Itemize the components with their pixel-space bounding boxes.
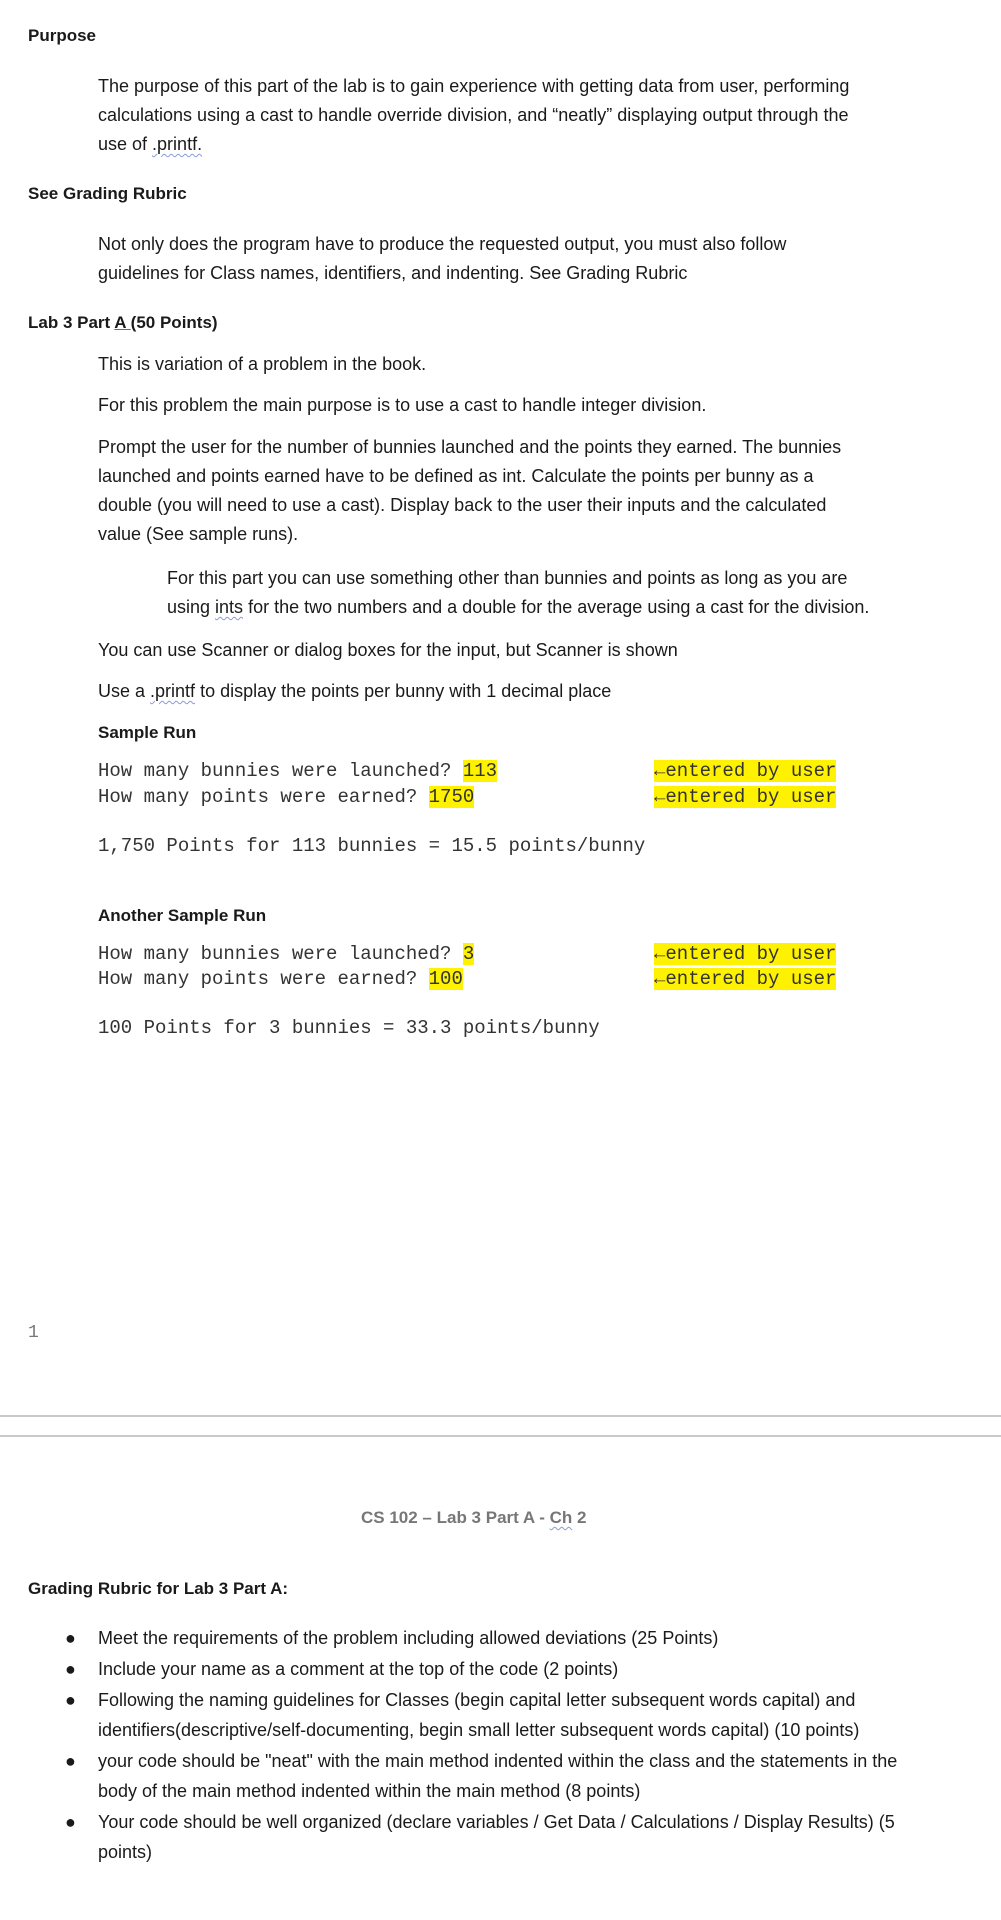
scanner-line: You can use Scanner or dialog boxes for the input, but Scanner is shown <box>98 640 678 660</box>
rubric-item-text: Meet the requirements of the problem including allowed deviations (25 Points) <box>98 1628 719 1648</box>
sample-run-q1 <box>98 760 497 782</box>
header-title-suffix: 2 <box>572 1508 587 1527</box>
question-text: How many points were earned? <box>98 968 429 990</box>
note-line: For this part you can use something other than bunnies and points as long as you are <box>167 568 848 588</box>
printf-word: .printf. <box>152 134 203 154</box>
question-text: How many bunnies were launched? <box>98 943 463 965</box>
prompt-line: Prompt the user for the number of bunnies launched and the points they earned. The bunnies <box>98 437 842 457</box>
another-run-result: 100 Points for 3 bunnies = 33.3 points/bunny <box>98 1017 600 1039</box>
purpose-heading: Purpose <box>28 26 97 45</box>
see-rubric-line: Not only does the program have to produce the requested output, you must also follow <box>98 234 787 254</box>
page-break-divider <box>0 1435 1001 1437</box>
lab-heading-prefix: Lab 3 Part <box>28 313 115 332</box>
intro-line-1: This is variation of a problem in the book. <box>98 354 427 374</box>
user-input: 113 <box>462 760 498 782</box>
note-paragraph <box>167 564 987 622</box>
user-input: 1750 <box>428 786 475 808</box>
ints-word: ints <box>215 597 244 617</box>
another-run-q1 <box>98 943 474 965</box>
page-break-divider <box>0 1415 1001 1417</box>
prompt-line: value (See sample runs). <box>98 524 299 544</box>
page-header-title <box>361 1508 587 1528</box>
purpose-line: The purpose of this part of the lab is to gain experience with getting data from user, performing <box>98 76 850 96</box>
rubric-item <box>60 1685 940 1745</box>
rubric-item <box>60 1623 940 1653</box>
sample-run-q2 <box>98 786 474 808</box>
see-rubric-heading: See Grading Rubric <box>28 184 187 203</box>
printf-suffix: to display the points per bunny with 1 decimal place <box>195 681 612 701</box>
prompt-paragraph <box>98 433 978 549</box>
rubric-item-text: your code should be "neat" with the main method indented within the class and the statements in the body of the main method indented within the main method (8 points) <box>98 1751 898 1801</box>
user-input: 100 <box>428 968 463 990</box>
sample-run-heading: Sample Run <box>98 723 197 742</box>
purpose-paragraph <box>98 72 978 159</box>
lab-heading <box>28 313 218 333</box>
printf-prefix: Use a <box>98 681 151 701</box>
rubric-item <box>60 1746 940 1806</box>
entered-by-user-note: ←entered by user <box>654 968 837 990</box>
note-prefix: using <box>167 597 216 617</box>
question-text: How many points were earned? <box>98 786 429 808</box>
header-title-prefix: CS 102 – Lab 3 Part A - <box>361 1508 550 1527</box>
bullet-icon: ● <box>65 1751 76 1771</box>
rubric-heading: Grading Rubric for Lab 3 Part A: <box>28 1579 289 1598</box>
lab-heading-link[interactable]: A <box>114 313 131 332</box>
lab-heading-suffix: (50 Points) <box>130 313 218 332</box>
prompt-line: double (you will need to use a cast). Display back to the user their inputs and the calculated <box>98 495 827 515</box>
see-rubric-line: guidelines for Class names, identifiers, and indenting. See Grading Rubric <box>98 263 688 283</box>
bullet-icon: ● <box>65 1659 76 1679</box>
purpose-line: calculations using a cast to handle override division, and “neatly” displaying output through the <box>98 105 849 125</box>
another-run-q2 <box>98 968 463 990</box>
bullet-icon: ● <box>65 1690 76 1710</box>
rubric-item <box>60 1654 940 1684</box>
header-title-word: Ch <box>549 1508 573 1527</box>
note-line <box>167 593 987 622</box>
note-suffix: for the two numbers and a double for the average using a cast for the division. <box>243 597 870 617</box>
printf-line <box>98 677 611 706</box>
intro-line-2: For this problem the main purpose is to use a cast to handle integer division. <box>98 395 707 415</box>
rubric-item <box>60 1807 940 1867</box>
see-rubric-paragraph <box>98 230 978 288</box>
bullet-icon: ● <box>65 1628 76 1648</box>
entered-by-user-note: ←entered by user <box>654 760 837 782</box>
sample-run-result: 1,750 Points for 113 bunnies = 15.5 points/bunny <box>98 835 646 857</box>
rubric-item-text: Following the naming guidelines for Classes (begin capital letter subsequent words capital) and identifiers(descriptive/self-documenting, begin small letter subsequent words capital) (10 points) <box>98 1690 860 1740</box>
another-sample-run-heading: Another Sample Run <box>98 906 267 925</box>
question-text: How many bunnies were launched? <box>98 760 463 782</box>
entered-by-user-note: ←entered by user <box>654 786 837 808</box>
bullet-icon: ● <box>65 1812 76 1832</box>
entered-by-user-note: ←entered by user <box>654 943 837 965</box>
rubric-item-text: Your code should be well organized (declare variables / Get Data / Calculations / Display Results) (5 points) <box>98 1812 895 1862</box>
user-input: 3 <box>462 943 475 965</box>
prompt-line: launched and points earned have to be defined as int. Calculate the points per bunny as a <box>98 466 814 486</box>
rubric-item-text: Include your name as a comment at the top of the code (2 points) <box>98 1659 619 1679</box>
purpose-line <box>98 130 978 159</box>
printf-word: .printf <box>150 681 196 701</box>
rubric-list <box>60 1623 940 1868</box>
page-number: 1 <box>28 1323 39 1343</box>
purpose-last-prefix: use of <box>98 134 153 154</box>
